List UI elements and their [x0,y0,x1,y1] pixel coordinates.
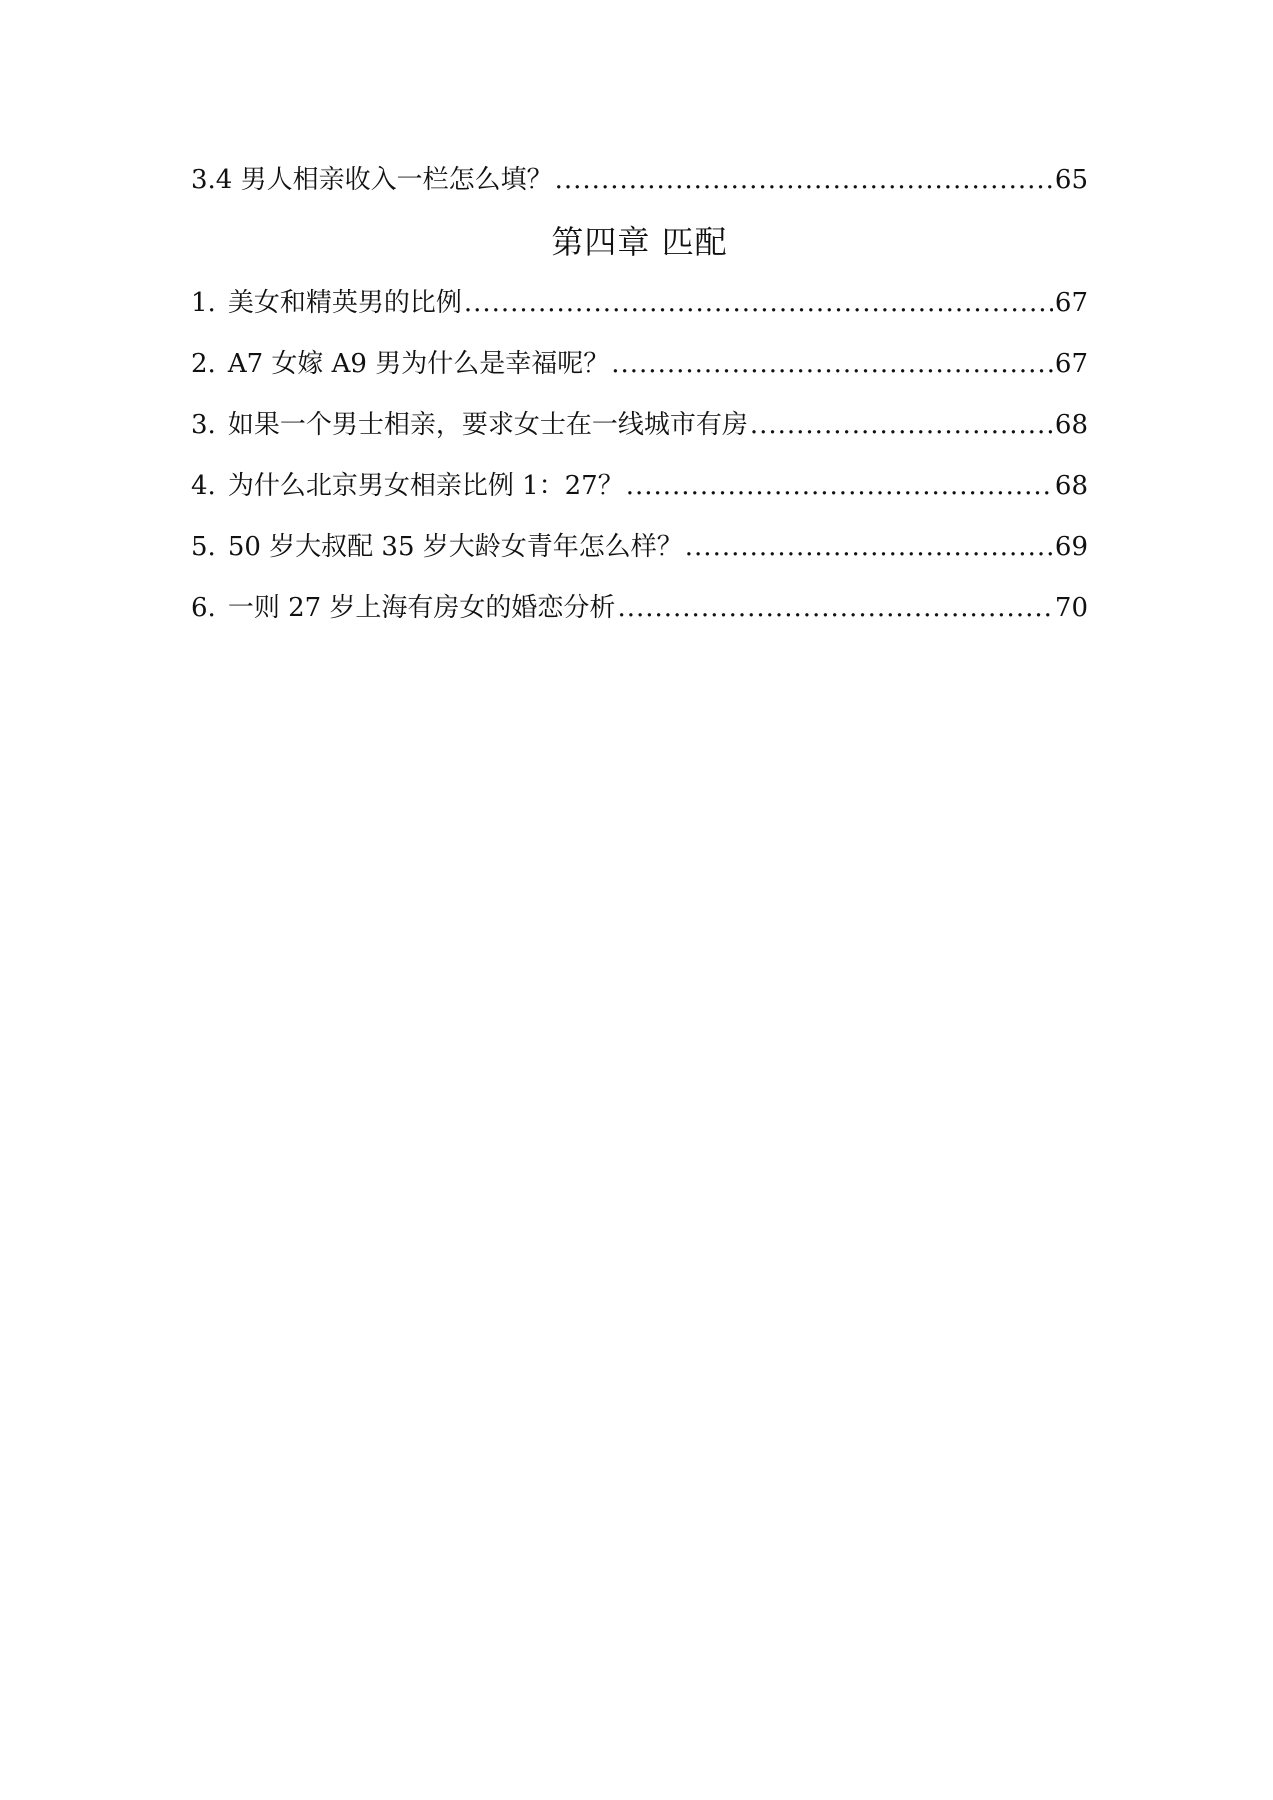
toc-entry[interactable] [191,578,1088,639]
toc-entry-number: 5. [191,532,216,562]
toc-entry-page: 65 [1054,165,1088,195]
toc-entry-title: 如果一个男士相亲，要求女士在一线城市有房 [227,410,748,440]
chapter-heading[interactable]: 第四章 匹配 [551,223,728,261]
toc-entry-number: 3. [191,410,216,440]
toc-entry[interactable] [191,334,1088,395]
toc-entry-page: 67 [1054,349,1088,379]
toc-entry[interactable] [191,456,1088,517]
dot-leader [750,395,1053,456]
toc-entry-page: 69 [1054,532,1088,562]
toc-entry-number: 2. [191,349,216,379]
toc-entry-3-4[interactable] [191,150,1088,211]
toc-entry-title: 3.4 男人相亲收入一栏怎么填？ [191,165,553,195]
dot-leader [685,517,1053,578]
toc-entry[interactable] [191,395,1088,456]
dot-leader [617,578,1052,639]
toc-entry-number: 1. [191,288,216,318]
toc-entry-page: 68 [1054,410,1088,440]
table-of-contents [191,150,1088,639]
toc-entry-page: 68 [1054,471,1088,501]
dot-leader [611,334,1053,395]
toc-entry-page: 70 [1054,593,1088,623]
toc-entry-number: 6. [191,593,216,623]
toc-entry-number: 4. [191,471,216,501]
toc-entry[interactable] [191,273,1088,334]
toc-entry-title: 为什么北京男女相亲比例 1：27？ [227,471,624,501]
toc-entry-title: 50 岁大叔配 35 岁大龄女青年怎么样？ [227,532,683,562]
toc-entry[interactable] [191,517,1088,578]
dot-leader [626,456,1053,517]
toc-entry-page: 67 [1054,288,1088,318]
toc-entry-title: 美女和精英男的比例 [227,288,462,318]
dot-leader [464,273,1053,334]
toc-entry-title: A7 女嫁 A9 男为什么是幸福呢？ [227,349,610,379]
dot-leader [555,150,1053,211]
toc-entry-title: 一则 27 岁上海有房女的婚恋分析 [227,593,616,623]
